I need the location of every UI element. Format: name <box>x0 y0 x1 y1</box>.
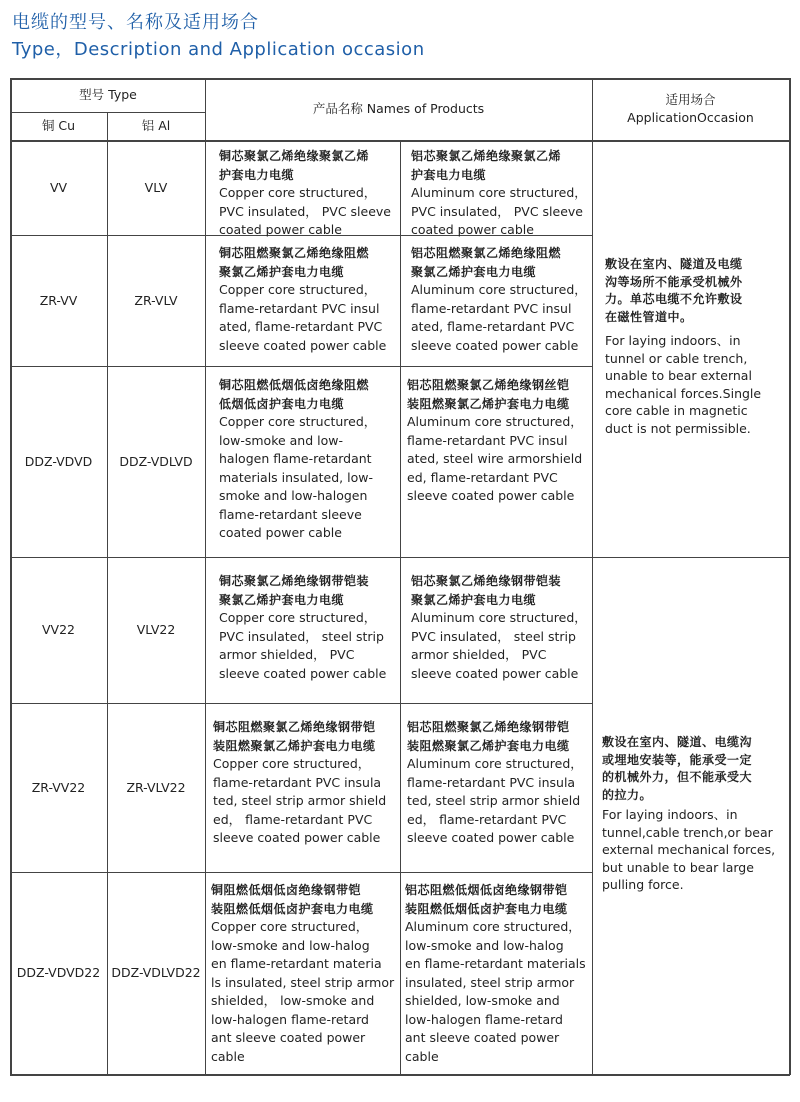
col-divider-4 <box>592 78 593 1075</box>
row-6-cu-desc <box>211 881 399 1066</box>
application-2-cn: 敷设在室内、隧道、电缆沟 或埋地安装等，能承受一定 的机械外力，但不能承受大 的拉力。 <box>602 735 753 802</box>
row-1-al-desc-en: Aluminum core structured， PVC insulated， PVC sleeve coated power cable <box>411 185 587 237</box>
row-1-cu-desc-en: Copper core structured， PVC insulated， PVC sleeve coated power cable <box>219 185 391 237</box>
row-3-al-desc-cn: 铝芯阻燃聚氯乙烯绝缘钢丝铠 装阻燃聚氯乙烯护套电力电缆 <box>407 378 570 411</box>
row-4-cu-desc <box>219 572 399 683</box>
row-3-al-type: DDZ-VDLVD <box>119 453 193 469</box>
row-5-al-desc <box>407 718 591 848</box>
row-6-cu-type: DDZ-VDVD22 <box>16 965 101 980</box>
header-app-en: ApplicationOccasion <box>627 110 754 125</box>
row-5-al-desc-en: Aluminum core structured， flame-retardant PVC insula ted, steel strip armor shield ed， flame-retardant PVC sleeve coated power cable <box>407 756 583 845</box>
row-1-cu-desc-cn: 铜芯聚氯乙烯绝缘聚氯乙烯 护套电力电缆 <box>219 149 370 182</box>
table-border-right <box>789 78 791 1075</box>
row-2-al-desc-cn: 铝芯阻燃聚氯乙烯绝缘阻燃 聚氯乙烯护套电力电缆 <box>411 246 562 279</box>
row-4-cu-desc-cn: 铜芯聚氯乙烯绝缘钢带铠装 聚氯乙烯护套电力电缆 <box>219 574 370 607</box>
row-4-al-desc-en: Aluminum core structured， PVC insulated， steel strip armor shielded， PVC sleeve coated power cable <box>411 610 587 681</box>
row-4-al-desc-cn: 铝芯聚氯乙烯绝缘钢带铠装 聚氯乙烯护套电力电缆 <box>411 574 562 607</box>
row-3-al-desc-en: Aluminum core structured， flame-retardant PVC insul ated, steel wire armorshield ed, flame-retardant PVC sleeve coated power cable <box>407 414 583 503</box>
header-app-cn: 适用场合 <box>665 92 716 107</box>
row-3-cu-type: DDZ-VDVD <box>24 453 93 469</box>
row-6-al-desc-cn: 铝芯阻燃低烟低卤绝缘钢带铠 装阻燃低烟低卤护套电力电缆 <box>405 883 568 916</box>
row-3-cu-desc-cn: 铜芯阻燃低烟低卤绝缘阻燃 低烟低卤护套电力电缆 <box>219 378 370 411</box>
row-1-al-type: VLV <box>144 179 168 195</box>
row-1-cu-type: VV <box>49 179 68 195</box>
row-4-al-type: VLV22 <box>136 622 176 637</box>
application-occasion-2 <box>602 734 788 894</box>
header-al: 铝 Al <box>141 118 171 133</box>
row-4-cu-desc-en: Copper core structured， PVC insulated， steel strip armor shielded， PVC sleeve coated power cable <box>219 610 387 681</box>
page-title-en: Type，Description and Application occasion <box>12 39 425 60</box>
row-6-al-desc <box>405 881 591 1066</box>
row-1-al-desc-cn: 铝芯聚氯乙烯绝缘聚氯乙烯 护套电力电缆 <box>411 149 562 182</box>
application-occasion-1 <box>605 256 787 437</box>
col-divider-2 <box>205 78 206 1075</box>
header-application <box>592 78 789 140</box>
row-2-cu-desc-en: Copper core structured， flame-retardant PVC insul ated, flame-retardant PVC sleeve coated power cable <box>219 282 387 353</box>
row-1-al-desc <box>411 147 591 240</box>
row-3-cu-desc <box>219 376 399 543</box>
row-6-cu-desc-en: Copper core structured， low-smoke and low-halog en flame-retardant materia ls insulated, steel strip armor shielded， low-smoke and low-halogen flame-retard ant sleeve coated power cable <box>211 919 395 1064</box>
row-5-cu-desc-cn: 铜芯阻燃聚氯乙烯绝缘钢带铠 装阻燃聚氯乙烯护套电力电缆 <box>213 720 376 753</box>
row-1-cu-desc <box>219 147 399 240</box>
row-2-cu-desc <box>219 244 399 355</box>
row-2-cu-type: ZR-VV <box>39 292 78 308</box>
row-6-al-desc-en: Aluminum core structured， low-smoke and low-halog en flame-retardant materials insulated, steel strip armor shielded, low-smoke and low-halogen flame-retard ant sleeve coated power cable <box>405 919 586 1064</box>
row-3-cu-desc-en: Copper core structured， low-smoke and low- halogen flame-retardant materials insulated, low- smoke and low-halogen flame-retardant sleeve coated power cable <box>219 414 377 540</box>
row-5-cu-desc-en: Copper core structured， flame-retardant PVC insula ted, steel strip armor shield ed， flame-retardant PVC sleeve coated power cable <box>213 756 387 845</box>
col-divider-3 <box>400 140 401 1075</box>
header-type: 型号 Type <box>79 87 137 102</box>
row-4-cu-type: VV22 <box>41 622 75 637</box>
page-title-cn: 电缆的型号、名称及适用场合 <box>12 12 259 33</box>
row-5-al-type: ZR-VLV22 <box>126 779 186 795</box>
row-5-cu-type: ZR-VV22 <box>31 779 86 795</box>
header-names: 产品名称 Names of Products <box>312 101 485 116</box>
row-2-al-desc <box>411 244 591 355</box>
application-2-en: For laying indoors、in tunnel,cable trench,or bear external mechanical forces, but unable to bear large pulling force. <box>602 807 776 892</box>
row-2-al-desc-en: Aluminum core structured， flame-retardant PVC insul ated, flame-retardant PVC sleeve coated power cable <box>411 282 587 353</box>
application-1-en: For laying indoors、in tunnel or cable trench, unable to bear external mechanical forces.Single core cable in magnetic duct is not permissible. <box>605 333 762 436</box>
row-3-al-desc <box>407 376 591 506</box>
row-4-al-desc <box>411 572 591 683</box>
row-2-cu-desc-cn: 铜芯阻燃聚氯乙烯绝缘阻燃 聚氯乙烯护套电力电缆 <box>219 246 370 279</box>
row-6-cu-desc-cn: 铜阻燃低烟低卤绝缘钢带铠 装阻燃低烟低卤护套电力电缆 <box>211 883 374 916</box>
row-5-al-desc-cn: 铝芯阻燃聚氯乙烯绝缘钢带铠 装阻燃聚氯乙烯护套电力电缆 <box>407 720 570 753</box>
row-6-al-type: DDZ-VDLVD22 <box>111 965 201 980</box>
header-cu: 铜 Cu <box>41 118 76 133</box>
row-5-cu-desc <box>213 718 399 848</box>
row-2-al-type: ZR-VLV <box>134 292 178 308</box>
application-1-cn: 敷设在室内、隧道及电缆 沟等场所不能承受机械外 力。单芯电缆不允许敷设 在磁性管道中。 <box>605 257 743 324</box>
